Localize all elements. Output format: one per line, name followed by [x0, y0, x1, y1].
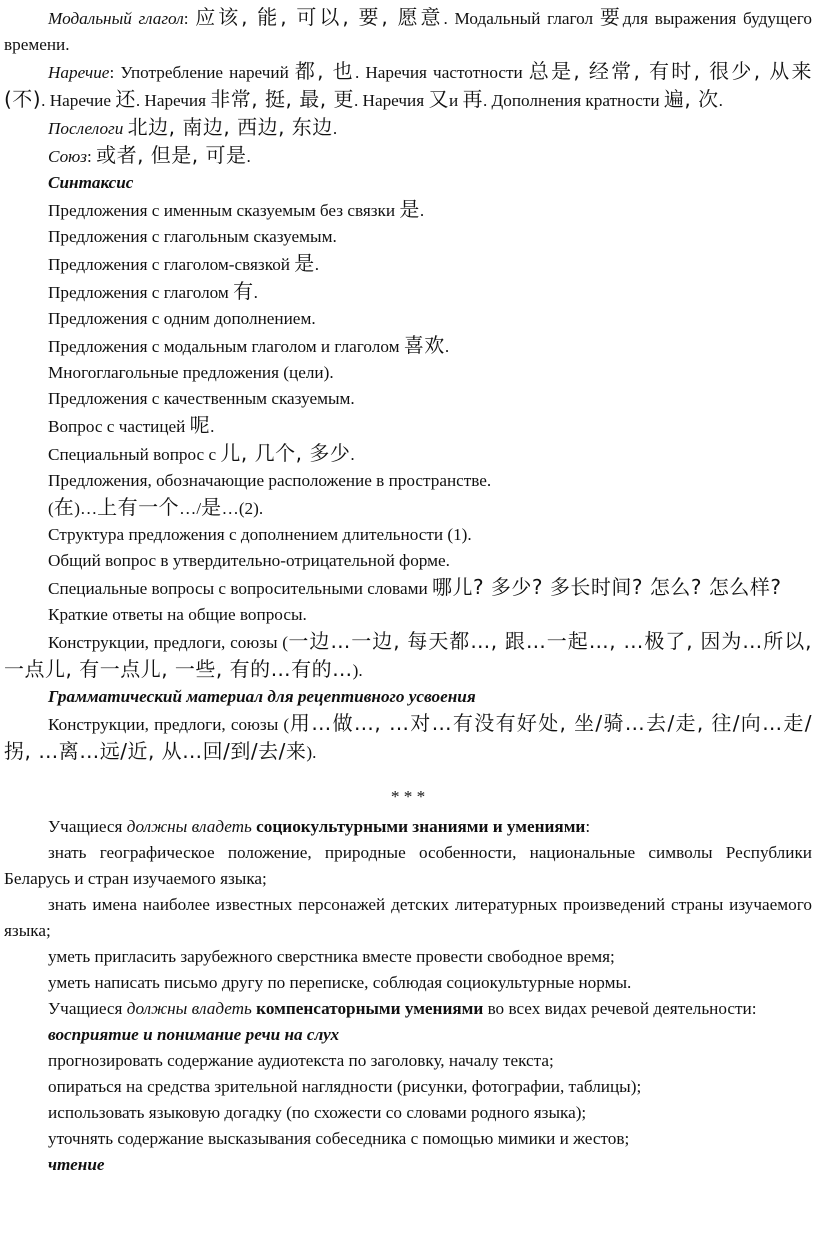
- section-separator: * * *: [390, 787, 426, 806]
- syntax-line-7-text: Многоглагольные предложения (цели).: [48, 363, 334, 382]
- sociocultural-intro-bold: социокультурными знаниями и умениями: [256, 817, 586, 836]
- syntax-line-12: [4, 494, 812, 522]
- sociocultural-intro-start: Учащиеся: [48, 817, 127, 836]
- modal-verb-words: 应该, 能, 可以, 要, 愿意: [195, 5, 444, 29]
- compensatory-intro-bold: компенсаторными умениями: [256, 999, 484, 1018]
- syntax-line-12-end: …(2).: [221, 499, 264, 518]
- syntax-line-9: Вопрос с частицей 呢.: [48, 413, 215, 437]
- syntax-line-3: Предложения с глаголом-связкой 是.: [48, 251, 320, 275]
- adverb-again-word2: 再: [462, 87, 483, 111]
- syntax-heading-text: Синтаксис: [48, 173, 134, 192]
- conjunction-label: Союз: [48, 147, 87, 166]
- syntax-line-8-text: Предложения с качественным сказуемым.: [48, 389, 355, 408]
- syntax-line-17-end: ).: [352, 661, 363, 680]
- syntax-line-4-text: Предложения с глаголом: [48, 283, 234, 302]
- adverb-usage-words: 都, 也: [294, 59, 355, 83]
- adverb-again-text: . Наречия: [353, 91, 429, 110]
- syntax-line-11: [4, 468, 812, 494]
- adverb-degree-words: 非常, 挺, 最, 更: [210, 87, 354, 111]
- adverb-mult-words: 遍, 次: [663, 87, 719, 111]
- receptive-words: 用…做…, …对…有没有好处, 坐/骑…去/走, 往/向…走/拐, …离…远/近, 从…回/到/去/来: [4, 711, 812, 763]
- syntax-line-12-word2: 上有一个: [97, 495, 180, 519]
- syntax-line-16: [4, 602, 812, 628]
- adverb-label: Наречие: [48, 63, 110, 82]
- syntax-line-17-text: Конструкции, предлоги, союзы (: [48, 633, 288, 652]
- compensatory-intro-italic: должны владеть: [126, 999, 252, 1018]
- adverb-freq-text: . Наречия частотности: [354, 63, 529, 82]
- adverb-again-and: и: [448, 91, 463, 110]
- syntax-heading: [4, 170, 812, 196]
- adverb-usage-text: Употребление наречий: [120, 63, 295, 82]
- syntax-line-9-text: Вопрос с частицей: [48, 417, 190, 436]
- syntax-line-7: [4, 360, 812, 386]
- receptive-heading-text: Грамматический материал для рецептивного усвоения: [48, 687, 476, 706]
- receptive-heading: [4, 684, 812, 710]
- adverb-freq-words: 总是, 经常, 有时, 很少, 从来(不): [4, 59, 812, 111]
- syntax-line-15-words: 哪儿? 多少? 多长时间? 怎么? 怎么样?: [431, 575, 782, 599]
- adverb-mult-text: . Дополнения кратности: [482, 91, 664, 110]
- syntax-line-5: [4, 306, 812, 332]
- modal-future-word: 要: [599, 5, 623, 29]
- syntax-line-16-text: Краткие ответы на общие вопросы.: [48, 605, 307, 624]
- syntax-line-5-text: Предложения с одним дополнением.: [48, 309, 316, 328]
- syntax-line-6-word: 喜欢: [403, 333, 445, 357]
- conjunction-paragraph: Союз: 或者, 但是, 可是.: [48, 143, 251, 167]
- syntax-line-13: [4, 522, 812, 548]
- sociocultural-item-4: уметь написать письмо другу по переписке, соблюдая социокультурные нормы.: [48, 973, 632, 992]
- compensatory-intro-start: Учащиеся: [48, 999, 127, 1018]
- syntax-line-2-text: Предложения с глагольным сказуемым.: [48, 227, 337, 246]
- compensatory-item-1: прогнозировать содержание аудиотекста по заголовку, началу текста;: [48, 1051, 554, 1070]
- syntax-line-6: Предложения с модальным глаголом и глаголом 喜欢.: [48, 333, 450, 357]
- syntax-line-11-text: Предложения, обозначающие расположение в пространстве.: [48, 471, 492, 490]
- receptive-line: [4, 710, 812, 766]
- syntax-line-1: Предложения с именным сказуемым без связки 是.: [48, 197, 425, 221]
- syntax-line-3-text: Предложения с глаголом-связкой: [48, 255, 295, 274]
- adverb-again-word1: 又: [428, 87, 449, 111]
- postposition-label: Послелоги: [48, 119, 124, 138]
- sociocultural-intro: [4, 814, 812, 840]
- compensatory-intro-end: во всех видах речевой деятельности:: [483, 999, 757, 1018]
- syntax-line-6-text: Предложения с модальным глаголом и глаголом: [48, 337, 404, 356]
- reading-heading: [4, 1152, 812, 1178]
- compensatory-intro: [4, 996, 812, 1022]
- modal-verb-paragraph: Модальный глагол: 应该, 能, 可以, 要, 愿意. Модальный глагол 要для выражения будущего времени.: [4, 5, 813, 54]
- syntax-line-8: [4, 386, 812, 412]
- compensatory-item-4: уточнять содержание высказывания собеседника с помощью мимики и жестов;: [48, 1129, 630, 1148]
- syntax-line-15-text: Специальные вопросы с вопросительными словами: [48, 579, 432, 598]
- syntax-line-3-word: 是: [294, 251, 315, 275]
- receptive-end: ).: [306, 743, 317, 762]
- modal-verb-text: . Модальный глагол: [443, 9, 600, 28]
- syntax-line-1-text: Предложения с именным сказуемым без связки: [48, 201, 400, 220]
- syntax-line-10-text: Специальный вопрос с: [48, 445, 221, 464]
- syntax-line-12-mid2: …/: [179, 499, 202, 518]
- syntax-line-4-word: 有: [233, 279, 254, 303]
- syntax-line-1-word: 是: [399, 197, 420, 221]
- sociocultural-intro-italic: должны владеть: [126, 817, 252, 836]
- receptive-text: Конструкции, предлоги, союзы (: [48, 715, 290, 734]
- adverb-paragraph: Наречие: Употребление наречий 都, 也. Наречия частотности 总是, 经常, 有时, 很少, 从来(不). Наречие 还. Наречия 非常, 挺, 最, 更. Наречия 又и 再. Дополнения кратности 遍, 次.: [4, 59, 812, 111]
- syntax-line-9-word: 呢: [189, 413, 211, 437]
- syntax-line-17-words: 一边…一边, 每天都…, 跟…一起…, …极了, 因为…所以, 一点儿, 有一点儿, 一些, 有的…有的…: [4, 629, 813, 681]
- modal-verb-label: Модальный глагол: [48, 9, 184, 28]
- postposition-words: 北边, 南边, 西边, 东边: [127, 115, 333, 139]
- sociocultural-intro-end: :: [585, 817, 591, 836]
- sociocultural-item-3: уметь пригласить зарубежного сверстника вместе провести свободное время;: [48, 947, 615, 966]
- syntax-line-12-mid1: )…: [74, 499, 98, 518]
- postposition-paragraph: Послелоги 北边, 南边, 西边, 东边.: [48, 115, 338, 139]
- sociocultural-item-1: знать географическое положение, природные особенности, национальные символы Республики Беларусь и стран изучаемого языка;: [4, 843, 812, 888]
- syntax-line-17: [4, 628, 812, 684]
- adverb-still-word: 还: [115, 87, 136, 111]
- syntax-line-10-words: 儿, 几个, 多少: [220, 441, 351, 465]
- syntax-line-10: Специальный вопрос с 儿, 几个, 多少.: [48, 441, 355, 465]
- syntax-line-14: [4, 548, 812, 574]
- conjunction-words: 或者, 但是, 可是: [96, 143, 247, 167]
- syntax-line-12-word1: 在: [53, 495, 75, 519]
- listening-heading-text: восприятие и понимание речи на слух: [48, 1025, 340, 1044]
- syntax-line-12-open: (: [48, 499, 54, 518]
- sociocultural-item-2: знать имена наиболее известных персонажей детских литературных произведений страны изучаемого языка;: [4, 895, 812, 940]
- syntax-line-4: Предложения с глаголом 有.: [48, 279, 258, 303]
- adverb-degree-text: . Наречия: [135, 91, 211, 110]
- modal-future-text: для выражения будущего времени.: [4, 9, 813, 54]
- compensatory-item-2: опираться на средства зрительной наглядности (рисунки, фотографии, таблицы);: [48, 1077, 642, 1096]
- syntax-line-12-word3: 是: [201, 495, 222, 519]
- syntax-line-13-text: Структура предложения с дополнением длительности (1).: [48, 525, 472, 544]
- syntax-line-2: [4, 224, 812, 250]
- reading-heading-text: чтение: [48, 1155, 105, 1174]
- syntax-line-15: [4, 574, 812, 602]
- compensatory-item-3: использовать языковую догадку (по схожести со словами родного языка);: [48, 1103, 587, 1122]
- listening-heading: [4, 1022, 812, 1048]
- adverb-still-text: . Наречие: [41, 91, 116, 110]
- syntax-line-14-text: Общий вопрос в утвердительно-отрицательной форме.: [48, 551, 450, 570]
